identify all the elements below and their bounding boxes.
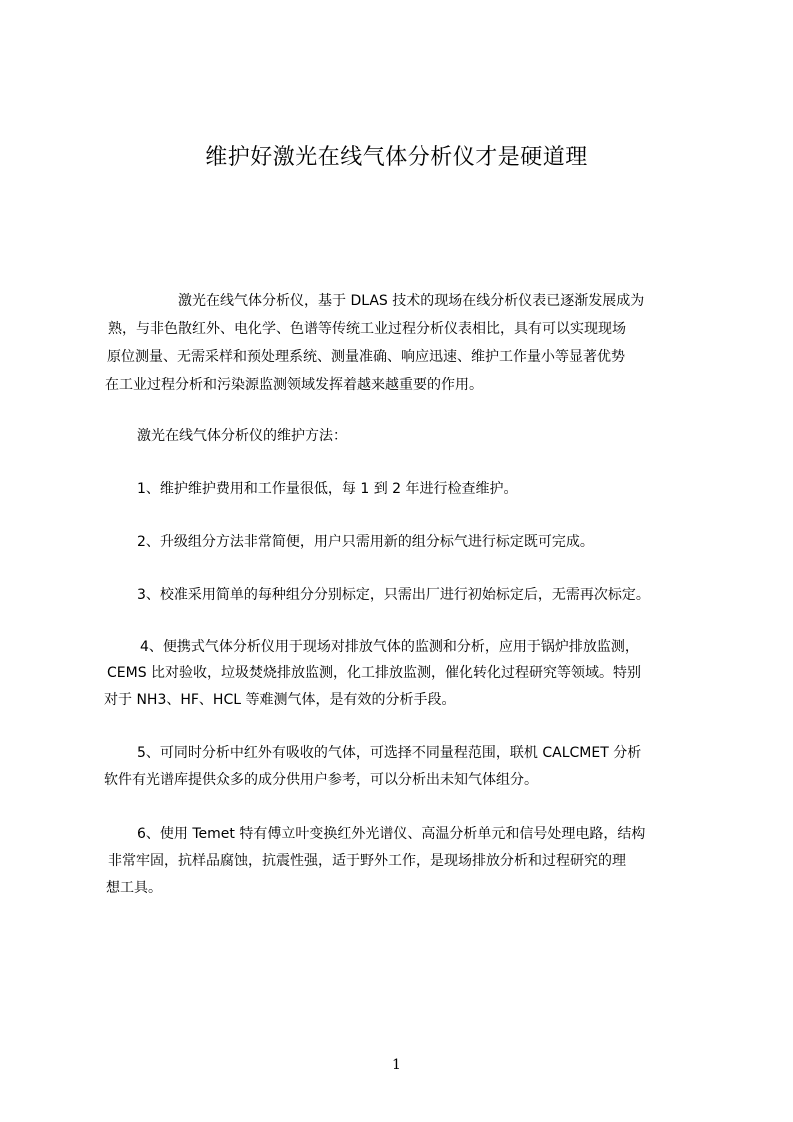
method-item-4-line-1: 4、便携式气体分析仪用于现场对排放气体的监测和分析，应用于锅炉排放监测，	[140, 639, 639, 655]
method-item-6-line-1: 6、使用 Temet 特有傅立叶变换红外光谱仪、高温分析单元和信号处理电路，结构	[137, 826, 646, 842]
method-item-4-line-2: CEMS 比对验收，垃圾焚烧排放监测，化工排放监测，催化转化过程研究等领域。特别	[107, 665, 642, 681]
methods-heading: 激光在线气体分析仪的维护方法：	[137, 428, 347, 444]
method-item-1: 1、维护维护费用和工作量很低，每 1 到 2 年进行检查维护。	[137, 481, 518, 497]
method-item-5-line-2: 软件有光谱库提供众多的成分供用户参考，可以分析出未知气体组分。	[104, 772, 538, 788]
method-item-6-line-2: 非常牢固，抗样品腐蚀，抗震性强，适于野外工作，是现场排放分析和过程研究的理	[108, 853, 626, 869]
method-item-2: 2、升级组分方法非常简便，用户只需用新的组分标气进行标定既可完成。	[137, 534, 594, 550]
intro-line-3: 原位测量、无需采样和预处理系统、测量准确、响应迅速、维护工作量小等显著优势	[107, 349, 625, 365]
intro-line-2: 熟，与非色散红外、电化学、色谱等传统工业过程分析仪表相比，具有可以实现现场	[108, 321, 626, 337]
intro-line-1: 激光在线气体分析仪，基于 DLAS 技术的现场在线分析仪表已逐渐发展成为	[178, 293, 645, 309]
method-item-4-line-3: 对于 NH3、HF、HCL 等难测气体，是有效的分析手段。	[104, 692, 456, 708]
intro-line-4: 在工业过程分析和污染源监测领域发挥着越来越重要的作用。	[105, 377, 483, 393]
page-number: 1	[392, 1057, 401, 1073]
method-item-5-line-1: 5、可同时分析中红外有吸收的气体，可选择不同量程范围，联机 CALCMET 分析	[137, 745, 642, 761]
method-item-6-line-3: 想工具。	[106, 880, 162, 896]
document-title: 维护好激光在线气体分析仪才是硬道理	[205, 145, 588, 170]
method-item-3: 3、校准采用简单的每种组分分别标定，只需出厂进行初始标定后，无需再次标定。	[137, 587, 650, 603]
